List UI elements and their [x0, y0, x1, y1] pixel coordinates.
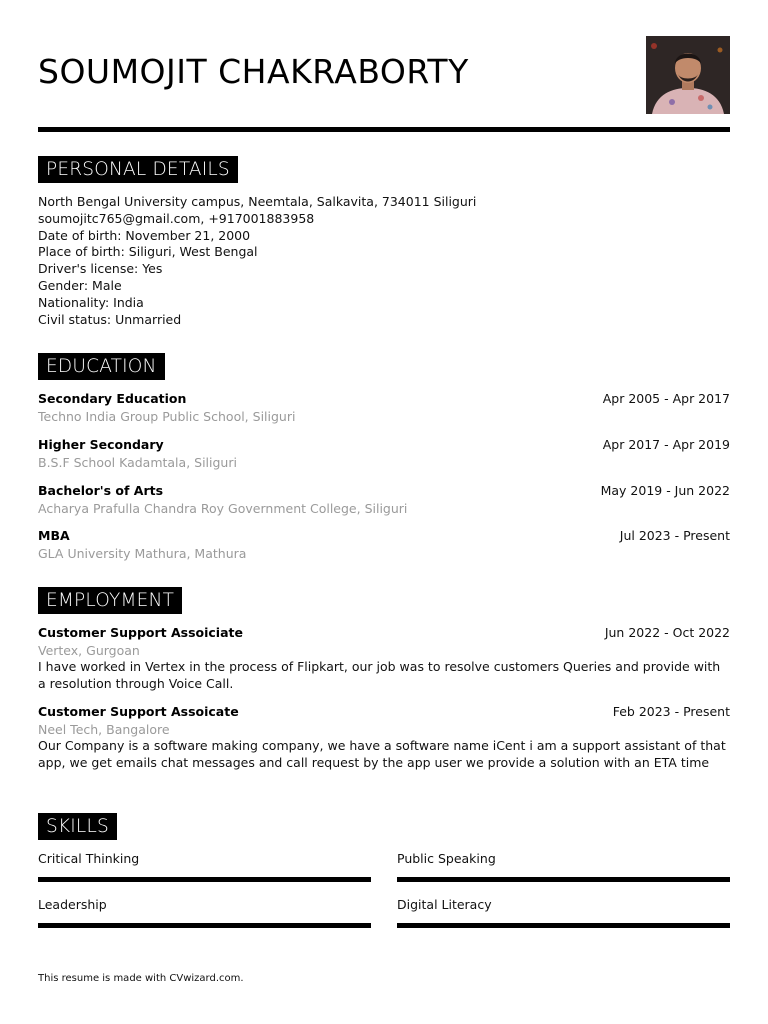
skill-item [397, 897, 730, 928]
education-entry [38, 437, 730, 471]
education-dates: Apr 2017 - Apr 2019 [602, 437, 730, 452]
drivers-license: Driver's license: Yes [38, 261, 163, 277]
personal-details-heading: PERSONAL DETAILS [38, 156, 238, 183]
date-of-birth: Date of birth: November 21, 2000 [38, 227, 251, 243]
skill-level-bar [38, 923, 371, 928]
skill-item [38, 897, 371, 928]
education-degree: Secondary Education [38, 391, 187, 406]
place-of-birth: Place of birth: Siliguri, West Bengal [38, 244, 258, 260]
skill-name: Public Speaking [397, 851, 496, 866]
education-entry [38, 483, 730, 517]
skill-level-bar [38, 877, 371, 882]
employment-heading: EMPLOYMENT [38, 587, 182, 614]
skill-level-bar [397, 877, 730, 882]
skill-item [397, 851, 730, 882]
education-institution: Acharya Prafulla Chandra Roy Government College, Siliguri [38, 501, 408, 516]
candidate-name: SOUMOJIT CHAKRABORTY [38, 52, 469, 91]
address-line: North Bengal University campus, Neemtala, Salkavita, 734011 Siliguri [38, 194, 477, 209]
education-dates: Jul 2023 - Present [619, 528, 730, 543]
skills-heading: SKILLS [38, 813, 117, 840]
education-dates: May 2019 - Jun 2022 [600, 483, 730, 498]
job-title: Customer Support Assoicate [38, 704, 239, 719]
education-entry [38, 391, 730, 425]
education-entry [38, 528, 730, 562]
resume-header [38, 36, 730, 116]
education-institution: GLA University Mathura, Mathura [38, 546, 247, 561]
skill-name: Digital Literacy [397, 897, 492, 912]
job-employer: Neel Tech, Bangalore [38, 722, 170, 737]
skill-item [38, 851, 371, 882]
education-institution: Techno India Group Public School, Siliguri [38, 409, 296, 424]
skill-name: Leadership [38, 897, 107, 912]
education-heading: EDUCATION [38, 353, 165, 380]
education-degree: Higher Secondary [38, 437, 164, 452]
skill-name: Critical Thinking [38, 851, 140, 866]
profile-photo [646, 36, 730, 114]
job-dates: Feb 2023 - Present [612, 704, 730, 719]
education-degree: MBA [38, 528, 70, 543]
gender: Gender: Male [38, 277, 122, 293]
education-degree: Bachelor's of Arts [38, 483, 164, 498]
education-institution: B.S.F School Kadamtala, Siliguri [38, 455, 237, 470]
job-title: Customer Support Assoiciate [38, 625, 243, 640]
job-employer: Vertex, Gurgoan [38, 643, 140, 658]
skill-level-bar [397, 923, 730, 928]
footer-note: This resume is made with CVwizard.com. [38, 973, 244, 984]
job-description: I have worked in Vertex in the process of Flipkart, our job was to resolve customers Queries and provide with a resolution through Voice Call. [38, 659, 721, 691]
employment-entry [38, 625, 730, 693]
job-description: Our Company is a software making company, we have a software name iCent i am a support assistant of that app, we get emails chat messages and call request by the app user we provide a solution with an ETA time [38, 738, 726, 770]
employment-entry [38, 704, 730, 772]
contact-line: soumojitc765@gmail.com, +917001883958 [38, 210, 315, 226]
job-dates: Jun 2022 - Oct 2022 [604, 625, 730, 640]
personal-details [38, 194, 730, 328]
header-divider [38, 127, 730, 132]
education-dates: Apr 2005 - Apr 2017 [602, 391, 730, 406]
civil-status: Civil status: Unmarried [38, 311, 182, 327]
nationality: Nationality: India [38, 294, 144, 310]
